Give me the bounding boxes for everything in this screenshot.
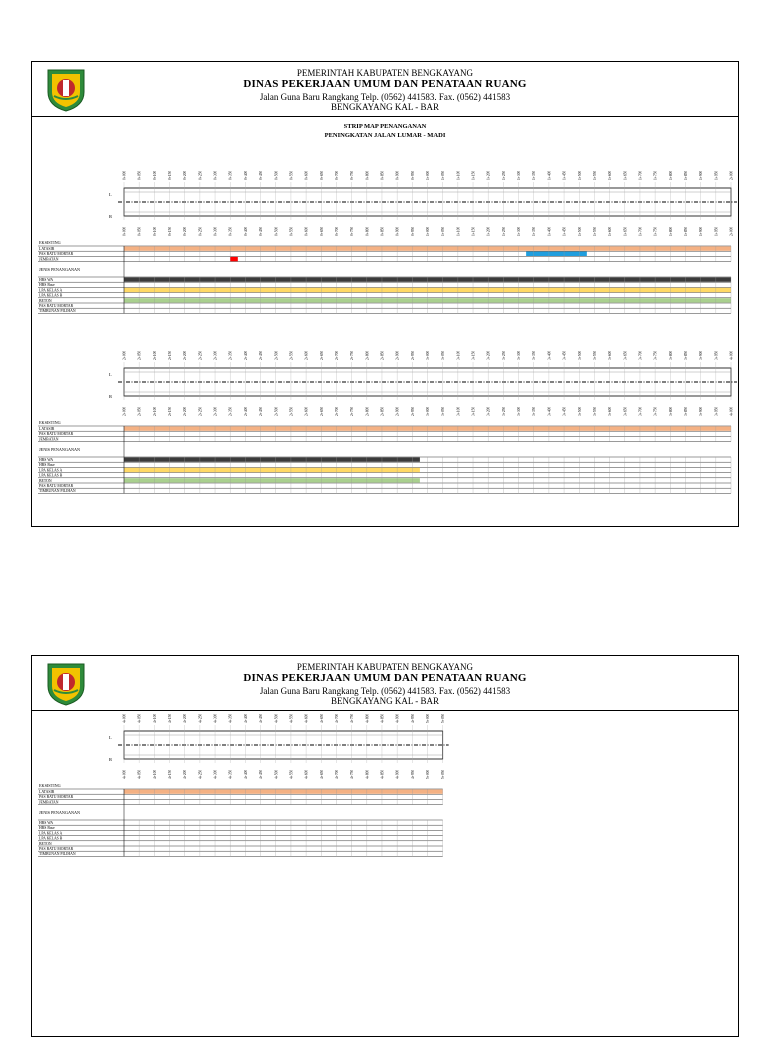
strip-map-block-1 — [32, 348, 738, 526]
station-label-bottom: 2+650 — [319, 406, 324, 416]
station-label-bottom: 1+950 — [714, 226, 719, 236]
station-label-top: 3+000 — [426, 350, 430, 360]
station-label-top: 4+050 — [137, 713, 142, 723]
header-agency-name: DINAS PEKERJAAN UMUM DAN PENATAAN RUANG — [243, 672, 527, 684]
station-label-bottom: 4+000 — [122, 769, 127, 779]
station-label-bottom: 4+950 — [410, 769, 415, 779]
fill-beton — [124, 478, 420, 482]
right-side-label: R — [109, 394, 113, 399]
jenis-row-label: TIMBUNAN PILIHAN — [39, 852, 76, 857]
station-label-top: 1+600 — [608, 170, 613, 180]
station-label-top: 4+550 — [289, 713, 294, 723]
station-label-bottom: 1+400 — [547, 226, 552, 236]
jenis-penanganan-heading: JENIS PENANGANAN — [39, 447, 81, 452]
station-label-bottom: 3+900 — [699, 406, 704, 416]
station-label-bottom: 2+800 — [365, 406, 370, 416]
station-label-top: 1+800 — [668, 170, 673, 180]
station-label-bottom: 1+050 — [441, 226, 446, 236]
jenis-row-label: BETON — [39, 478, 52, 483]
station-label-top: 2+650 — [319, 350, 324, 360]
station-label-top: 2+600 — [304, 350, 309, 360]
station-label-bottom: 4+750 — [350, 769, 355, 779]
station-label-top: 1+650 — [623, 170, 628, 180]
eksisting-row-label: PAS BATU MORTAR — [39, 432, 74, 437]
fill-lpa-kelas-a — [124, 468, 420, 472]
station-label-top: 3+900 — [699, 350, 704, 360]
jenis-row-label: LPA KELAS A — [39, 831, 63, 836]
station-label-bottom: 0+800 — [365, 226, 370, 236]
fill-pas-batu-mortar — [526, 252, 587, 256]
eksisting-row-label: LATASIR — [39, 790, 55, 794]
station-label-top: 2+700 — [334, 350, 339, 360]
station-label-top: 3+700 — [638, 350, 643, 360]
station-label-top: 0+800 — [365, 170, 370, 180]
station-label-top: 1+100 — [456, 170, 461, 180]
station-label-top: 0+100 — [152, 170, 157, 180]
station-label-top: 1+300 — [517, 170, 522, 180]
station-label-top: 4+350 — [228, 713, 233, 723]
station-label-top: 2+150 — [168, 350, 173, 360]
jenis-row-label: LPA KELAS B — [39, 473, 63, 478]
eksisting-row-label: LATASIR — [39, 427, 55, 431]
jenis-row-label: HRS Base — [39, 826, 55, 831]
station-label-top: 2+800 — [365, 350, 370, 360]
jenis-row-label: LPA KELAS A — [39, 468, 63, 473]
station-label-top: 4+650 — [319, 713, 324, 723]
station-label-bottom: 3+800 — [668, 406, 673, 416]
station-label-top: 2+200 — [183, 350, 188, 360]
station-label-bottom: 1+850 — [683, 226, 688, 236]
station-label-top: 1+150 — [471, 170, 476, 180]
station-label-top: 0+350 — [228, 170, 233, 180]
station-label-top: 4+850 — [380, 713, 385, 723]
station-label-bottom: 0+400 — [243, 226, 248, 236]
header-city: BENGKAYANG KAL - BAR — [330, 102, 440, 112]
station-label-bottom: 3+850 — [683, 406, 688, 416]
station-label-top: 3+800 — [668, 350, 673, 360]
station-label-bottom: 2+750 — [350, 406, 355, 416]
station-label-top: 3+550 — [592, 350, 597, 360]
station-label-top: 4+250 — [198, 713, 203, 723]
station-label-top: 0+950 — [410, 170, 415, 180]
station-label-bottom: 2+000 — [122, 406, 127, 416]
station-label-top: 2+750 — [350, 350, 355, 360]
jenis-row-label: PAS BATU MORTAR — [39, 847, 74, 851]
station-label-top: 2+400 — [243, 350, 248, 360]
station-label-bottom: 1+250 — [501, 226, 506, 236]
station-label-top: 3+850 — [683, 350, 688, 360]
station-label-bottom: 2+150 — [168, 406, 173, 416]
right-side-label: R — [109, 214, 113, 219]
station-label-top: 1+450 — [562, 170, 567, 180]
jenis-penanganan-heading: JENIS PENANGANAN — [39, 810, 81, 815]
station-label-top: 2+350 — [228, 350, 233, 360]
station-label-top: 0+450 — [259, 170, 264, 180]
letterhead — [32, 656, 738, 711]
station-label-bottom: 0+050 — [137, 226, 142, 236]
station-label-bottom: 1+550 — [592, 226, 597, 236]
station-label-top: 3+250 — [501, 350, 506, 360]
eksisting-heading: EKSISTING — [39, 783, 61, 788]
station-label-top: 0+150 — [168, 170, 173, 180]
station-label-bottom: 0+950 — [410, 226, 415, 236]
station-label-bottom: 3+750 — [653, 406, 658, 416]
jenis-row-label: LPA KELAS B — [39, 836, 63, 841]
jenis-row-label: LPA KELAS B — [39, 293, 63, 298]
header-address: Jalan Guna Baru Rangkang Telp. (0562) 441583. Fax. (0562) 441583 — [259, 686, 511, 696]
station-label-bottom: 3+300 — [517, 406, 522, 416]
station-label-bottom: 3+100 — [456, 406, 461, 416]
station-label-bottom: 2+550 — [289, 406, 294, 416]
jenis-row-label: HRS WA — [39, 278, 54, 282]
eksisting-row-label: LATASIR — [39, 247, 55, 251]
eksisting-row-label: JEMBATAN — [39, 437, 59, 442]
station-label-bottom: 2+400 — [243, 406, 248, 416]
eksisting-heading: EKSISTING — [39, 420, 61, 425]
station-label-top: 4+450 — [259, 713, 264, 723]
station-label-top: 2+250 — [198, 350, 203, 360]
station-label-bottom: 5+000 — [426, 769, 430, 779]
strip-map-page-1 — [31, 61, 739, 527]
station-label-bottom: 0+100 — [152, 226, 157, 236]
station-label-bottom: 1+000 — [426, 226, 430, 236]
station-label-bottom: 1+800 — [668, 226, 673, 236]
station-label-bottom: 3+700 — [638, 406, 643, 416]
station-label-top: 1+050 — [441, 170, 446, 180]
station-label-top: 3+750 — [653, 350, 658, 360]
fill-latasir — [124, 789, 443, 793]
station-label-bottom: 0+600 — [304, 226, 309, 236]
station-label-bottom: 0+300 — [213, 226, 218, 236]
station-label-bottom: 2+000 — [729, 226, 734, 236]
eksisting-heading: EKSISTING — [39, 240, 61, 245]
station-label-top: 3+350 — [532, 350, 537, 360]
station-label-top: 1+200 — [486, 170, 491, 180]
station-label-bottom: 0+450 — [259, 226, 264, 236]
station-label-top: 0+500 — [274, 170, 279, 180]
left-side-label: L — [109, 372, 112, 377]
station-label-bottom: 5+050 — [441, 769, 446, 779]
station-label-top: 1+550 — [592, 170, 597, 180]
station-label-bottom: 1+900 — [699, 226, 704, 236]
station-label-top: 1+250 — [501, 170, 506, 180]
station-label-bottom: 2+950 — [410, 406, 415, 416]
station-label-top: 2+000 — [729, 170, 734, 180]
station-label-top: 5+050 — [441, 713, 446, 723]
station-label-top: 2+900 — [395, 350, 400, 360]
station-label-top: 0+600 — [304, 170, 309, 180]
station-label-top: 3+950 — [714, 350, 719, 360]
station-label-top: 0+300 — [213, 170, 218, 180]
station-label-top: 3+600 — [608, 350, 613, 360]
left-side-label: L — [109, 735, 112, 740]
station-label-bottom: 1+750 — [653, 226, 658, 236]
station-label-bottom: 0+550 — [289, 226, 294, 236]
station-label-top: 0+650 — [319, 170, 324, 180]
jenis-row-label: BETON — [39, 298, 52, 303]
station-label-bottom: 3+200 — [486, 406, 491, 416]
station-label-top: 2+100 — [152, 350, 157, 360]
jenis-row-label: HRS WA — [39, 821, 54, 825]
station-label-top: 4+600 — [304, 713, 309, 723]
station-label-bottom: 4+100 — [152, 769, 157, 779]
jenis-row-label: TIMBUNAN PILIHAN — [39, 309, 76, 314]
station-label-bottom: 3+050 — [441, 406, 446, 416]
station-label-bottom: 4+150 — [168, 769, 173, 779]
station-label-bottom: 0+700 — [334, 226, 339, 236]
station-label-bottom: 1+150 — [471, 226, 476, 236]
station-label-top: 4+200 — [183, 713, 188, 723]
station-label-bottom: 4+550 — [289, 769, 294, 779]
station-label-top: 1+700 — [638, 170, 643, 180]
station-label-top: 3+200 — [486, 350, 491, 360]
station-label-top: 3+150 — [471, 350, 476, 360]
jenis-row-label: PAS BATU MORTAR — [39, 304, 74, 308]
station-label-top: 0+250 — [198, 170, 203, 180]
station-label-bottom: 3+450 — [562, 406, 567, 416]
station-label-bottom: 4+050 — [137, 769, 142, 779]
station-label-top: 2+000 — [122, 350, 127, 360]
station-label-top: 4+300 — [213, 713, 218, 723]
station-label-top: 5+000 — [426, 713, 430, 723]
station-label-bottom: 4+000 — [729, 406, 734, 416]
station-label-top: 3+300 — [517, 350, 522, 360]
station-label-bottom: 4+850 — [380, 769, 385, 779]
station-label-top: 4+800 — [365, 713, 370, 723]
station-label-bottom: 2+450 — [259, 406, 264, 416]
header-line-1: PEMERINTAH KABUPATEN BENGKAYANG — [296, 68, 474, 78]
station-label-bottom: 1+200 — [486, 226, 491, 236]
station-label-bottom: 0+200 — [183, 226, 188, 236]
jenis-row-label: BETON — [39, 841, 52, 846]
station-label-top: 0+850 — [380, 170, 385, 180]
jenis-row-label: TIMBUNAN PILIHAN — [39, 489, 76, 494]
left-side-label: L — [109, 192, 112, 197]
station-label-top: 4+150 — [168, 713, 173, 723]
station-label-top: 4+700 — [334, 713, 339, 723]
station-label-top: 3+050 — [441, 350, 446, 360]
station-label-bottom: 3+950 — [714, 406, 719, 416]
station-label-top: 2+950 — [410, 350, 415, 360]
station-label-top: 2+050 — [137, 350, 142, 360]
station-label-top: 1+750 — [653, 170, 658, 180]
fill-jembatan — [230, 257, 238, 261]
station-label-top: 4+750 — [350, 713, 355, 723]
station-label-bottom: 0+900 — [395, 226, 400, 236]
station-label-top: 4+900 — [395, 713, 400, 723]
station-label-bottom: 0+250 — [198, 226, 203, 236]
station-label-bottom: 3+600 — [608, 406, 613, 416]
station-label-bottom: 2+500 — [274, 406, 279, 416]
station-label-bottom: 3+400 — [547, 406, 552, 416]
header-city: BENGKAYANG KAL - BAR — [330, 696, 440, 706]
eksisting-row-label: JEMBATAN — [39, 257, 59, 262]
station-label-top: 0+700 — [334, 170, 339, 180]
station-label-bottom: 3+250 — [501, 406, 506, 416]
station-label-top: 1+000 — [426, 170, 430, 180]
station-label-bottom: 1+700 — [638, 226, 643, 236]
station-label-bottom: 1+600 — [608, 226, 613, 236]
station-label-bottom: 4+200 — [183, 769, 188, 779]
station-label-bottom: 2+850 — [380, 406, 385, 416]
station-label-top: 1+350 — [532, 170, 537, 180]
strip-map-block-0 — [32, 168, 738, 348]
station-label-bottom: 0+150 — [168, 226, 173, 236]
jenis-row-label: HRS Base — [39, 283, 55, 288]
station-label-top: 2+300 — [213, 350, 218, 360]
station-label-bottom: 4+250 — [198, 769, 203, 779]
station-label-top: 1+950 — [714, 170, 719, 180]
letterhead — [32, 62, 738, 117]
station-label-top: 0+900 — [395, 170, 400, 180]
station-label-top: 3+650 — [623, 350, 628, 360]
station-label-top: 4+000 — [122, 713, 127, 723]
station-label-bottom: 2+200 — [183, 406, 188, 416]
station-label-top: 2+850 — [380, 350, 385, 360]
station-label-top: 1+850 — [683, 170, 688, 180]
station-label-bottom: 0+850 — [380, 226, 385, 236]
jenis-row-label: LPA KELAS A — [39, 288, 63, 293]
station-label-bottom: 2+300 — [213, 406, 218, 416]
station-label-top: 3+100 — [456, 350, 461, 360]
station-label-bottom: 4+600 — [304, 769, 309, 779]
document-title: STRIP MAP PENANGANAN — [343, 123, 427, 130]
station-label-bottom: 2+600 — [304, 406, 309, 416]
station-label-top: 4+400 — [243, 713, 248, 723]
station-label-top: 2+450 — [259, 350, 264, 360]
station-label-top: 1+900 — [699, 170, 704, 180]
station-label-bottom: 2+100 — [152, 406, 157, 416]
station-label-bottom: 0+000 — [122, 226, 127, 236]
station-label-bottom: 0+500 — [274, 226, 279, 236]
station-label-bottom: 1+650 — [623, 226, 628, 236]
station-label-top: 0+750 — [350, 170, 355, 180]
station-label-bottom: 0+750 — [350, 226, 355, 236]
station-label-bottom: 4+400 — [243, 769, 248, 779]
station-label-bottom: 3+550 — [592, 406, 597, 416]
eksisting-row-label: PAS BATU MORTAR — [39, 795, 74, 800]
header-line-1: PEMERINTAH KABUPATEN BENGKAYANG — [296, 662, 474, 672]
right-side-label: R — [109, 757, 113, 762]
station-label-bottom: 1+350 — [532, 226, 537, 236]
station-label-bottom: 2+900 — [395, 406, 400, 416]
station-label-bottom: 3+150 — [471, 406, 476, 416]
station-label-top: 4+950 — [410, 713, 415, 723]
station-label-bottom: 4+350 — [228, 769, 233, 779]
document-subtitle: PENINGKATAN JALAN LUMAR - MADI — [324, 132, 446, 139]
jenis-penanganan-heading: JENIS PENANGANAN — [39, 267, 81, 272]
strip-map-page-2 — [31, 655, 739, 1037]
station-label-top: 0+400 — [243, 170, 248, 180]
station-label-bottom: 4+650 — [319, 769, 324, 779]
station-label-bottom: 4+300 — [213, 769, 218, 779]
station-label-top: 4+000 — [729, 350, 734, 360]
station-label-bottom: 1+300 — [517, 226, 522, 236]
jenis-row-label: PAS BATU MORTAR — [39, 484, 74, 488]
station-label-bottom: 2+050 — [137, 406, 142, 416]
station-label-top: 1+500 — [577, 170, 582, 180]
station-label-bottom: 1+500 — [577, 226, 582, 236]
station-label-bottom: 4+450 — [259, 769, 264, 779]
station-label-bottom: 3+000 — [426, 406, 430, 416]
station-label-bottom: 1+100 — [456, 226, 461, 236]
jenis-row-label: HRS WA — [39, 458, 54, 462]
fill-hrs-wa — [124, 457, 420, 461]
strip-map-block-2 — [32, 711, 738, 891]
station-label-top: 3+400 — [547, 350, 552, 360]
station-label-bottom: 1+450 — [562, 226, 567, 236]
station-label-top: 3+450 — [562, 350, 567, 360]
station-label-bottom: 3+650 — [623, 406, 628, 416]
eksisting-row-label: PAS BATU MORTAR — [39, 252, 74, 257]
station-label-bottom: 4+500 — [274, 769, 279, 779]
station-label-top: 1+400 — [547, 170, 552, 180]
station-label-bottom: 3+500 — [577, 406, 582, 416]
station-label-bottom: 4+700 — [334, 769, 339, 779]
station-label-bottom: 0+350 — [228, 226, 233, 236]
jenis-row-label: HRS Base — [39, 463, 55, 468]
header-address: Jalan Guna Baru Rangkang Telp. (0562) 441583. Fax. (0562) 441583 — [259, 92, 511, 102]
station-label-top: 0+200 — [183, 170, 188, 180]
station-label-top: 2+500 — [274, 350, 279, 360]
station-label-top: 4+500 — [274, 713, 279, 723]
station-label-top: 0+050 — [137, 170, 142, 180]
station-label-bottom: 2+250 — [198, 406, 203, 416]
header-agency-name: DINAS PEKERJAAN UMUM DAN PENATAAN RUANG — [243, 78, 527, 90]
station-label-bottom: 4+900 — [395, 769, 400, 779]
station-label-top: 3+500 — [577, 350, 582, 360]
station-label-bottom: 2+700 — [334, 406, 339, 416]
station-label-bottom: 2+350 — [228, 406, 233, 416]
station-label-bottom: 3+350 — [532, 406, 537, 416]
station-label-top: 2+550 — [289, 350, 294, 360]
station-label-bottom: 4+800 — [365, 769, 370, 779]
station-label-top: 0+550 — [289, 170, 294, 180]
eksisting-row-label: JEMBATAN — [39, 800, 59, 805]
station-label-top: 0+000 — [122, 170, 127, 180]
station-label-top: 4+100 — [152, 713, 157, 723]
station-label-bottom: 0+650 — [319, 226, 324, 236]
